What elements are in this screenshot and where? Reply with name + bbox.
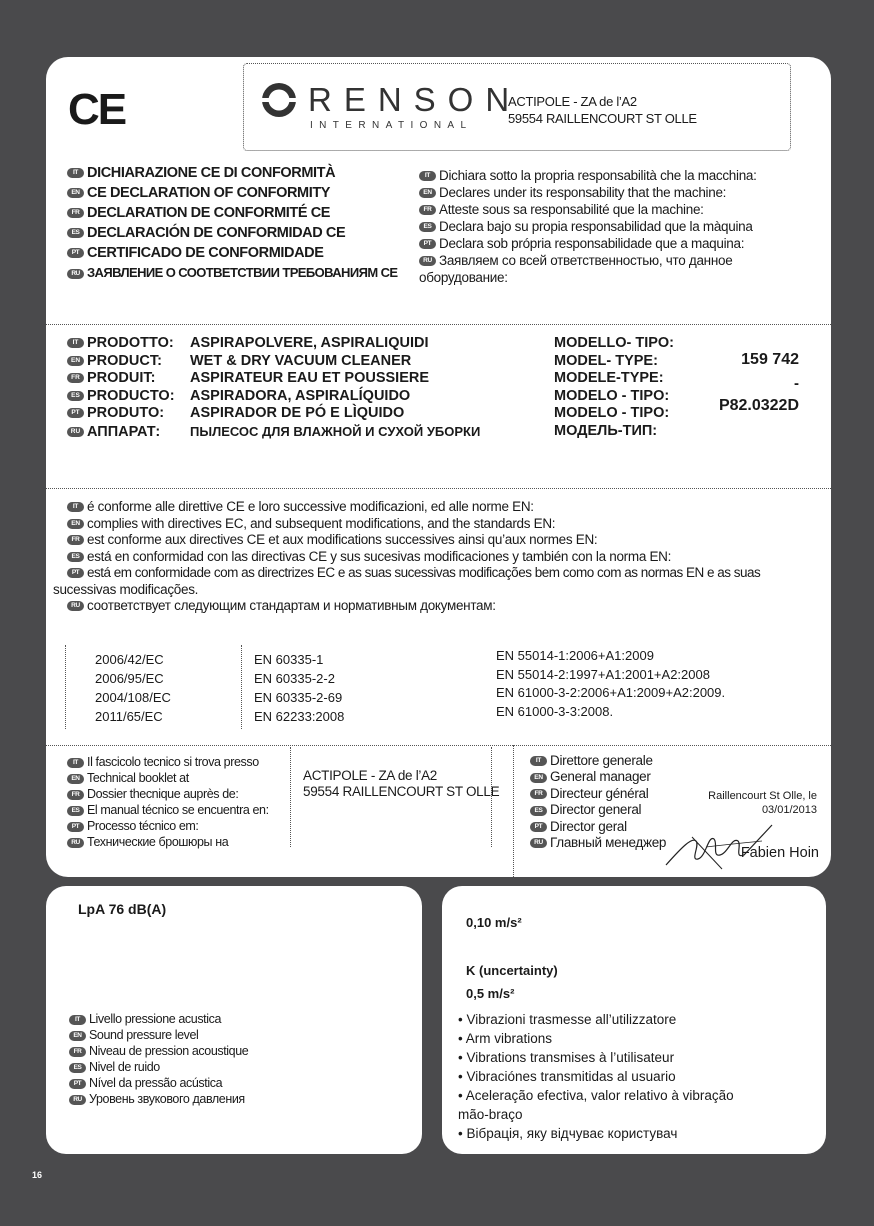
conformity-ru: RU соответствует следующим стандартам и нормативным документам: (67, 598, 760, 615)
brand-name: RENSON (308, 81, 522, 118)
declaration-text-es: ES Declara bajo su propia responsabilidad que la màquina (419, 218, 757, 235)
document-code: cod. 7.300.0442 Rev. 01 01/2013 (792, 1016, 801, 1142)
declaration-titles (67, 163, 397, 283)
declaration-title-it: IT DICHIARAZIONE CE DI CONFORMITÀ (67, 163, 397, 183)
declaration-text-fr: FR Atteste sous sa responsabilité que la machine: (419, 201, 757, 218)
place-date: Raillencourt St Olle, le 03/01/2013 (708, 790, 817, 816)
model-code-2: P82.0322D (718, 397, 799, 414)
uncertainty-label: K (uncertainty) (466, 963, 558, 978)
declaration-texts (419, 167, 757, 286)
model-separator: - (794, 375, 799, 392)
declaration-title-en: EN CE DECLARATION OF CONFORMITY (67, 183, 397, 203)
declaration-text-en: EN Declares under its responsability that the machine: (419, 184, 757, 201)
product-row-es: ES PRODUCTO: ASPIRADORA, ASPIRALÍQUIDO (67, 388, 480, 406)
directives-list: 2006/42/EC 2006/95/EC 2004/108/EC 2011/65/EC (95, 652, 171, 724)
declaration-text-it: IT Dichiara sotto la propria responsabilità che la macchina: (419, 167, 757, 184)
ce-mark: CE (68, 85, 126, 134)
noise-value: LpA 76 dB(A) (78, 901, 167, 917)
conformity-pt: PT está em conformidade com as directrizes EC e as suas sucessivas modificações bem como com as normas EN e as suas (67, 565, 760, 582)
noise-card (46, 886, 422, 1154)
product-row-fr: FR PRODUIT: ASPIRATEUR EAU ET POUSSIERE (67, 370, 480, 388)
declaration-text-ru-cont: оборудование: (419, 270, 508, 285)
declaration-text-ru: RU Заявляем со всей ответственностью, что данное (419, 252, 757, 269)
product-row-ru: RU АППАРАТ: ПЫЛЕСОС ДЛЯ ВЛАЖНОЙ И СУХОЙ УБОРКИ (67, 423, 480, 442)
vibration-labels: • Vibrazioni trasmesse all’utilizzatore • Arm vibrations • Vibrations transmises à l’utilisateur • Vibraciónes transmitidas al usuario • Aceleração efectiva, valor relativo à vibração mão-braço • Вібрація, яку відчуває користувач (458, 1012, 734, 1141)
declaration-title-pt: PT CERTIFICADO DE CONFORMIDADE (67, 243, 397, 263)
page-number: 16 (32, 1170, 43, 1180)
product-row-en: EN PRODUCT: WET & DRY VACUUM CLEANER (67, 353, 480, 371)
technical-file-labels: IT Il fascicolo tecnico si trova presso EN Technical booklet at FR Dossier thecnique auprès de: ES El manual técnico se encuentra en: PT Processo técnico em: RU Технические брошюры на (67, 754, 269, 850)
conformity-it: IT é conforme alle direttive CE e loro successive modificazioni, ed alle norme EN: (67, 499, 760, 516)
manager-titles: IT Direttore generale EN General manager FR Directeur général ES Director general PT Director geral RU Главный менеджер (530, 753, 666, 851)
brand-subtitle: INTERNATIONAL (310, 120, 473, 131)
declaration-card (46, 57, 831, 877)
declaration-title-fr: FR DECLARATION DE CONFORMITÉ CE (67, 203, 397, 223)
conformity-es: ES está en conformidad con las directivas CE y sus sucesivas modificaciones y también con la norma EN: (67, 549, 760, 566)
vibration-value: 0,10 m/s² (466, 915, 522, 930)
product-row-it: IT PRODOTTO: ASPIRAPOLVERE, ASPIRALIQUIDI (67, 335, 480, 353)
standards-col1: EN 60335-1 EN 60335-2-2 EN 60335-2-69 EN 62233:2008 (254, 652, 345, 724)
declaration-title-ru: RU ЗАЯВЛЕНИЕ О СООТВЕТСТВИИ ТРЕБОВАНИЯМ СЕ (67, 263, 397, 283)
technical-address: ACTIPOLE - ZA de l’A2 59554 RAILLENCOURT ST OLLE (303, 768, 500, 799)
conformity-en: EN complies with directives EC, and subsequent modifications, and the standards EN: (67, 516, 760, 533)
renson-logo-icon (260, 81, 298, 124)
model-labels: MODELLO- TIPO: MODEL- TYPE: MODELE-TYPE: MODELO - TIPO: MODELO - TIPO: МОДЕЛЬ-ТИП: (554, 335, 675, 439)
conformity-pt-cont: sucessivas modificações. (53, 581, 199, 597)
header-address: ACTIPOLE - ZA de l’A2 59554 RAILLENCOURT ST OLLE (508, 94, 697, 126)
signatory-name: Fabien Hoin (740, 845, 819, 861)
model-code-1: 159 742 (741, 351, 799, 368)
uncertainty-value: 0,5 m/s² (466, 986, 515, 1001)
conformity-fr: FR est conforme aux directives CE et aux modifications successives ainsi qu’aux normes EN: (67, 532, 760, 549)
product-row-pt: PT PRODUTO: ASPIRADOR DE PÓ E LÌQUIDO (67, 405, 480, 423)
declaration-title-es: ES DECLARACIÓN DE CONFORMIDAD CE (67, 223, 397, 243)
conformity-statements (53, 499, 761, 615)
vibration-card (442, 886, 826, 1154)
declaration-text-pt: PT Declara sob própria responsabilidade que a maquina: (419, 235, 757, 252)
standards-col2: EN 55014-1:2006+A1:2009 EN 55014-2:1997+A1:2001+A2:2008 EN 61000-3-2:2006+A1:2009+A2:2009. EN 61000-3-3:2008. (496, 648, 726, 719)
product-list (67, 335, 480, 441)
noise-labels: IT Livello pressione acustica EN Sound pressure level FR Niveau de pression acoustique ES Nivel de ruido PT Nível da pressão acústica RU Уровень звукового давления (69, 1011, 248, 1107)
